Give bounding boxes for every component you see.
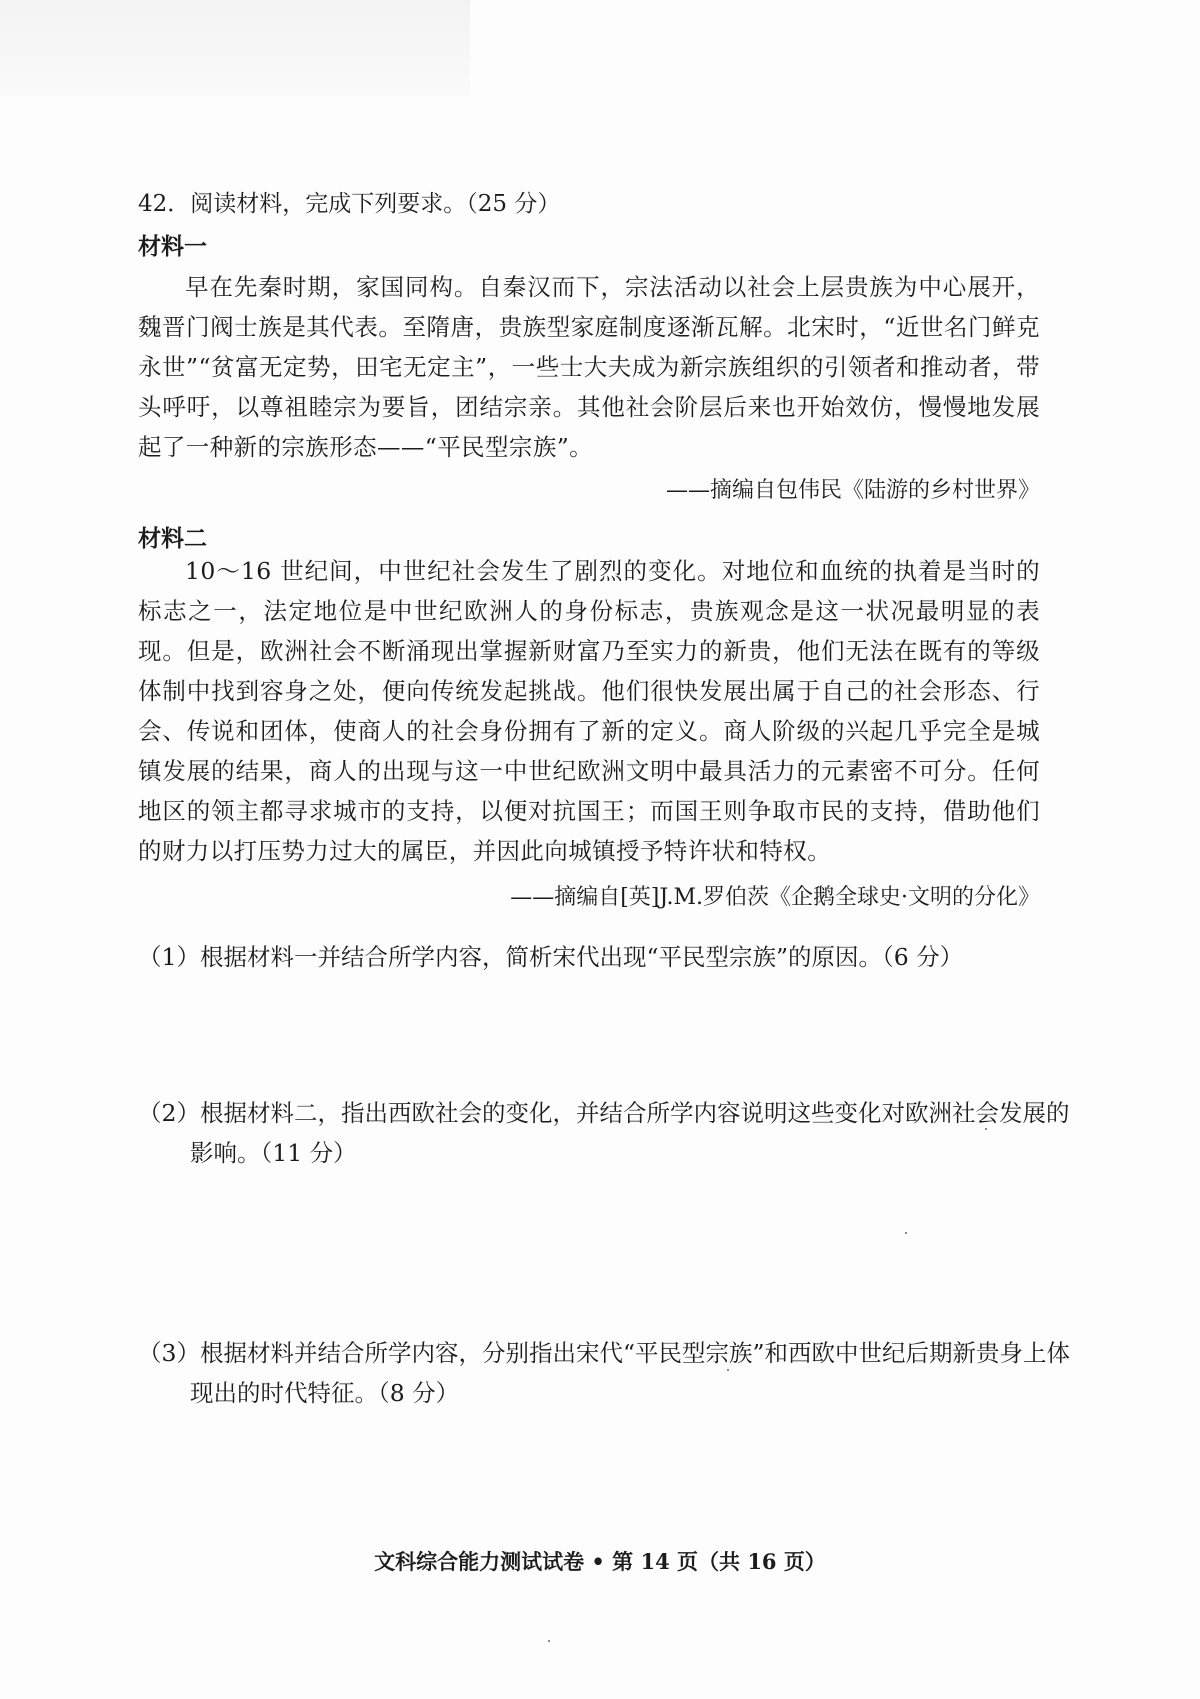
scan-speck [985, 1128, 987, 1130]
material1-label: 材料一 [138, 233, 207, 260]
page-footer: 文科综合能力测试试卷 • 第 14 页（共 16 页） [374, 1549, 826, 1574]
subquestion-2: （2）根据材料二，指出西欧社会的变化，并结合所学内容说明这些变化对欧洲社会发展的影响。（11 分） [138, 1099, 1070, 1167]
scan-shade [0, 0, 470, 95]
material1-source: ——摘编自包伟民《陆游的乡村世界》 [665, 478, 1040, 503]
material2-source: ——摘编自[英]J.M.罗伯茨《企鹅全球史·文明的分化》 [510, 885, 1040, 910]
material2-text: 10～16 世纪间，中世纪社会发生了剧烈的变化。对地位和血统的执着是当时的标志之一，法定地位是中世纪欧洲人的身份标志，贵族观念是这一状况最明显的表现。但是，欧洲社会不断涌现出掌握新财富乃至实力的新贵，他们无法在既有的等级体制中找到容身之处，便向传统发起挑战。他们很快发展出属于自己的社会形态、行会、传说和团体，使商人的社会身份拥有了新的定义。商人阶级的兴起几乎完全是城镇发展的结果，商人的出现与这一中世纪欧洲文明中最具活力的元素密不可分。任何地区的领主都寻求城市的支持，以便对抗国王；而国王则争取市民的支持，借助他们的财力以打压势力过大的属臣，并因此向城镇授予特许状和特权。 [138, 557, 1040, 865]
material2-label: 材料二 [138, 525, 207, 552]
scan-speck [905, 1232, 907, 1234]
question-heading: 42．阅读材料，完成下列要求。（25 分） [138, 191, 561, 217]
subquestion-3: （3）根据材料并结合所学内容，分别指出宋代“平民型宗族”和西欧中世纪后期新贵身上体现出的时代特征。（8 分） [138, 1339, 1070, 1407]
scan-speck [727, 1369, 729, 1371]
material1-text: 早在先秦时期，家国同构。自秦汉而下，宗法活动以社会上层贵族为中心展开，魏晋门阀士族是其代表。至隋唐，贵族型家庭制度逐渐瓦解。北宋时，“近世名门鲜克永世”“贫富无定势，田宅无定主”，一些士大夫成为新宗族组织的引领者和推动者，带头呼吁，以尊祖睦宗为要旨，团结宗亲。其他社会阶层后来也开始效仿，慢慢地发展起了一种新的宗族形态——“平民型宗族”。 [138, 273, 1040, 461]
subquestion-1: （1）根据材料一并结合所学内容，简析宋代出现“平民型宗族”的原因。（6 分） [138, 943, 964, 971]
scan-speck [548, 1640, 550, 1642]
